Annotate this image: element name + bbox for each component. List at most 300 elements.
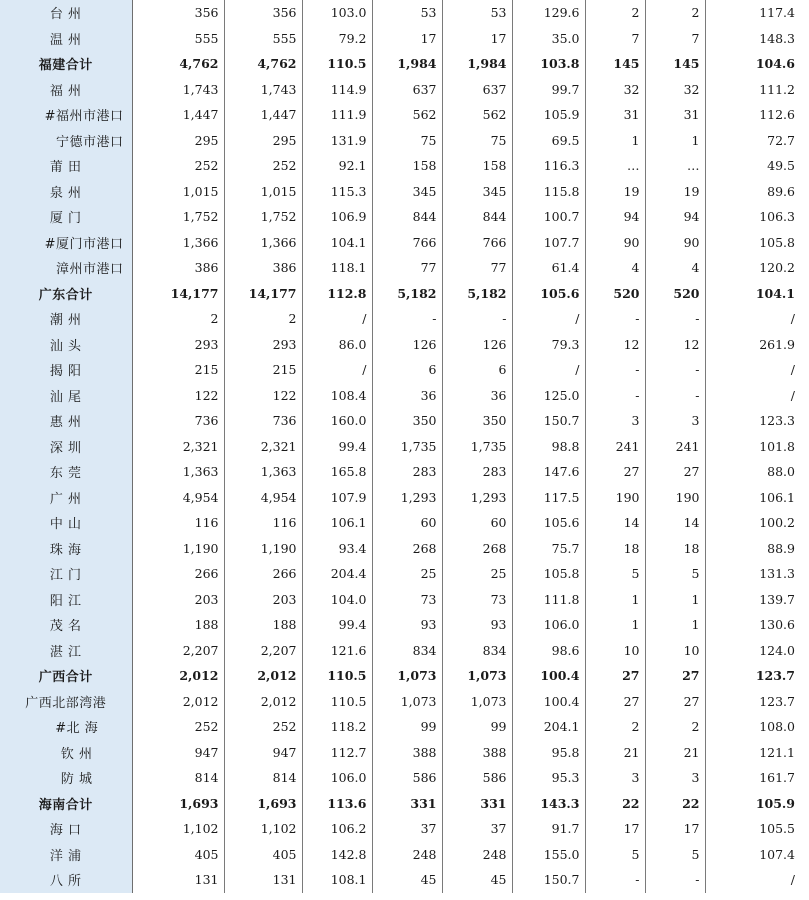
value-cell-col-5: 388 — [442, 740, 512, 766]
region-name-cell: 福建合计 — [0, 51, 132, 77]
value-cell-col-9: 161.7 — [759, 770, 795, 786]
value-cell-col-1: 1,447 — [132, 102, 224, 128]
region-name-cell: 宁德市港口 — [0, 128, 132, 154]
value-cell-col-7: 12 — [585, 332, 645, 358]
table-row — [0, 459, 809, 485]
value-cell-col-8: 31 — [645, 102, 705, 128]
value-cell-col-6: 150.7 — [512, 867, 585, 893]
value-cell-col-6: 204.1 — [512, 714, 585, 740]
value-cell-col-5: 350 — [442, 408, 512, 434]
value-cell-col-3: 106.1 — [302, 510, 372, 536]
value-cell-col-5: 766 — [442, 230, 512, 256]
value-cell-col-9: 108.0 — [759, 719, 795, 735]
table-row — [0, 434, 809, 460]
region-name-cell: 广东合计 — [0, 281, 132, 307]
value-cell-col-5: 60 — [442, 510, 512, 536]
value-cell-col-5: 17 — [442, 26, 512, 52]
value-cell-col-4: 6 — [372, 357, 442, 383]
table-row — [0, 510, 809, 536]
value-cell-col-4: 834 — [372, 638, 442, 664]
value-cell-col-9: 101.8 — [759, 438, 795, 454]
value-cell-col-4: 75 — [372, 128, 442, 154]
value-cell-col-7: 18 — [585, 536, 645, 562]
value-cell-col-5: 99 — [442, 714, 512, 740]
table-row — [0, 0, 809, 26]
value-cell-col-2: 14,177 — [224, 281, 302, 307]
table-row — [0, 714, 809, 740]
value-cell-col-9: 107.4 — [759, 846, 795, 862]
value-cell-col-1: 736 — [132, 408, 224, 434]
value-cell-col-2: 1,743 — [224, 77, 302, 103]
value-cell-col-8: 1 — [645, 587, 705, 613]
value-cell-col-4: 99 — [372, 714, 442, 740]
value-cell-col-3: 108.1 — [302, 867, 372, 893]
value-cell-col-2: 1,015 — [224, 179, 302, 205]
table-row — [0, 765, 809, 791]
value-cell-col-3: 106.2 — [302, 816, 372, 842]
value-cell-col-4: 248 — [372, 842, 442, 868]
region-name-cell: 莆 田 — [0, 153, 132, 179]
value-cell-col-9: 88.9 — [767, 540, 795, 556]
value-cell-col-1: 116 — [132, 510, 224, 536]
value-cell-col-3: 204.4 — [302, 561, 372, 587]
value-cell-col-2: 356 — [224, 0, 302, 26]
value-cell-col-4: 283 — [372, 459, 442, 485]
value-cell-col-7: 17 — [585, 816, 645, 842]
value-cell-col-4: 36 — [372, 383, 442, 409]
value-cell-col-7: 241 — [585, 434, 645, 460]
value-cell-col-2: 814 — [224, 765, 302, 791]
value-cell-col-8: 22 — [645, 791, 705, 817]
table-row — [0, 689, 809, 715]
value-cell-col-1: 2,321 — [132, 434, 224, 460]
table-row — [0, 561, 809, 587]
value-cell-col-1: 2 — [132, 306, 224, 332]
value-cell-col-4: 93 — [372, 612, 442, 638]
value-cell-col-3: 113.6 — [302, 791, 372, 817]
table-row — [0, 255, 809, 281]
value-cell-col-6: / — [512, 306, 585, 332]
value-cell-col-5: 158 — [442, 153, 512, 179]
value-cell-col-5: 248 — [442, 842, 512, 868]
value-cell-col-7: 32 — [585, 77, 645, 103]
value-cell-col-3: 160.0 — [302, 408, 372, 434]
value-cell-col-8: 145 — [645, 51, 705, 77]
table-row — [0, 663, 809, 689]
value-cell-col-2: 1,363 — [224, 459, 302, 485]
value-cell-col-9: 105.5 — [759, 821, 795, 837]
value-cell-col-9: 106.3 — [759, 209, 795, 225]
value-cell-col-3: 103.0 — [302, 0, 372, 26]
value-cell-col-1: 1,190 — [132, 536, 224, 562]
region-name-cell: 茂 名 — [0, 612, 132, 638]
value-cell-col-8: 32 — [645, 77, 705, 103]
value-cell-col-4: 388 — [372, 740, 442, 766]
value-cell-col-6: 105.9 — [512, 102, 585, 128]
value-cell-col-8: 1 — [645, 612, 705, 638]
value-cell-col-6: 95.8 — [512, 740, 585, 766]
value-cell-col-5: 1,073 — [442, 663, 512, 689]
value-cell-col-8: … — [645, 153, 705, 179]
value-cell-col-7: 10 — [585, 638, 645, 664]
value-cell-col-5: 53 — [442, 0, 512, 26]
value-cell-col-9: 105.9 — [755, 795, 795, 811]
value-cell-col-5: - — [442, 306, 512, 332]
table-row — [0, 867, 809, 893]
value-cell-col-7: - — [585, 357, 645, 383]
value-cell-col-3: 110.5 — [302, 689, 372, 715]
value-cell-col-2: 4,954 — [224, 485, 302, 511]
table-row — [0, 153, 809, 179]
value-cell-col-5: 37 — [442, 816, 512, 842]
value-cell-col-6: 79.3 — [512, 332, 585, 358]
value-cell-col-8: 190 — [645, 485, 705, 511]
value-cell-col-7: 1 — [585, 587, 645, 613]
table-row — [0, 612, 809, 638]
value-cell-col-5: 45 — [442, 867, 512, 893]
value-cell-col-1: 266 — [132, 561, 224, 587]
region-name-cell: 广西北部湾港 — [0, 689, 132, 715]
value-cell-col-5: 75 — [442, 128, 512, 154]
value-cell-col-6: 61.4 — [512, 255, 585, 281]
value-cell-col-6: 69.5 — [512, 128, 585, 154]
value-cell-col-2: 947 — [224, 740, 302, 766]
value-cell-col-6: 111.8 — [512, 587, 585, 613]
value-cell-col-1: 1,015 — [132, 179, 224, 205]
table-row — [0, 51, 809, 77]
value-cell-col-8: 5 — [645, 842, 705, 868]
value-cell-col-8: 10 — [645, 638, 705, 664]
value-cell-col-8: 94 — [645, 204, 705, 230]
value-cell-col-9: 148.3 — [759, 30, 795, 46]
value-cell-col-7: 22 — [585, 791, 645, 817]
value-cell-col-7: 3 — [585, 765, 645, 791]
table-row — [0, 383, 809, 409]
value-cell-col-2: 188 — [224, 612, 302, 638]
value-cell-col-7: 2 — [585, 714, 645, 740]
value-cell-col-8: 2 — [645, 714, 705, 740]
table-row — [0, 842, 809, 868]
value-cell-col-9: 124.0 — [759, 642, 795, 658]
value-cell-col-7: 90 — [585, 230, 645, 256]
value-cell-col-1: 947 — [132, 740, 224, 766]
value-cell-col-1: 814 — [132, 765, 224, 791]
value-cell-col-3: 142.8 — [302, 842, 372, 868]
value-cell-col-8: 12 — [645, 332, 705, 358]
value-cell-col-7: 5 — [585, 561, 645, 587]
value-cell-col-3: 99.4 — [302, 434, 372, 460]
value-cell-col-1: 386 — [132, 255, 224, 281]
value-cell-col-1: 2,012 — [132, 663, 224, 689]
value-cell-col-7: 520 — [585, 281, 645, 307]
value-cell-col-1: 252 — [132, 714, 224, 740]
value-cell-col-4: 25 — [372, 561, 442, 587]
value-cell-col-2: 555 — [224, 26, 302, 52]
region-name-cell: 潮 州 — [0, 306, 132, 332]
region-name-cell: 钦 州 — [0, 740, 132, 766]
value-cell-col-1: 405 — [132, 842, 224, 868]
value-cell-col-4: 1,293 — [372, 485, 442, 511]
value-cell-col-2: 1,102 — [224, 816, 302, 842]
value-cell-col-6: 150.7 — [512, 408, 585, 434]
value-cell-col-4: 1,984 — [372, 51, 442, 77]
value-cell-col-8: 241 — [645, 434, 705, 460]
value-cell-col-7: 145 — [585, 51, 645, 77]
value-cell-col-6: 75.7 — [512, 536, 585, 562]
value-cell-col-8: 27 — [645, 663, 705, 689]
value-cell-col-1: 1,752 — [132, 204, 224, 230]
table-row — [0, 230, 809, 256]
value-cell-col-7: 2 — [585, 0, 645, 26]
table-row — [0, 638, 809, 664]
value-cell-col-9: / — [790, 311, 795, 327]
value-cell-col-2: 1,190 — [224, 536, 302, 562]
value-cell-col-9: 104.6 — [755, 56, 795, 72]
value-cell-col-9: 49.5 — [767, 158, 795, 174]
value-cell-col-8: - — [645, 383, 705, 409]
value-cell-col-8: 17 — [645, 816, 705, 842]
value-cell-col-4: 17 — [372, 26, 442, 52]
table-row — [0, 816, 809, 842]
value-cell-col-4: 53 — [372, 0, 442, 26]
value-cell-col-6: 106.0 — [512, 612, 585, 638]
value-cell-col-9: 89.6 — [767, 183, 795, 199]
value-cell-col-9: 88.0 — [767, 464, 795, 480]
region-name-cell: 汕 头 — [0, 332, 132, 358]
value-cell-col-4: 350 — [372, 408, 442, 434]
value-cell-col-7: 19 — [585, 179, 645, 205]
value-cell-col-3: 114.9 — [302, 77, 372, 103]
value-cell-col-4: 45 — [372, 867, 442, 893]
value-cell-col-6: 155.0 — [512, 842, 585, 868]
value-cell-col-4: 844 — [372, 204, 442, 230]
region-name-cell: 东 莞 — [0, 459, 132, 485]
value-cell-col-6: 98.8 — [512, 434, 585, 460]
value-cell-col-3: 93.4 — [302, 536, 372, 562]
value-cell-col-1: 203 — [132, 587, 224, 613]
value-cell-col-2: 2 — [224, 306, 302, 332]
value-cell-col-3: 118.2 — [302, 714, 372, 740]
value-cell-col-7: 14 — [585, 510, 645, 536]
value-cell-col-7: 94 — [585, 204, 645, 230]
table-row — [0, 791, 809, 817]
value-cell-col-8: 7 — [645, 26, 705, 52]
table-row — [0, 77, 809, 103]
value-cell-col-9: 72.7 — [767, 132, 795, 148]
region-name-cell: 广 州 — [0, 485, 132, 511]
value-cell-col-4: 77 — [372, 255, 442, 281]
value-cell-col-5: 77 — [442, 255, 512, 281]
value-cell-col-6: 100.7 — [512, 204, 585, 230]
value-cell-col-5: 586 — [442, 765, 512, 791]
value-cell-col-5: 1,984 — [442, 51, 512, 77]
value-cell-col-7: 3 — [585, 408, 645, 434]
value-cell-col-3: 165.8 — [302, 459, 372, 485]
value-cell-col-4: 331 — [372, 791, 442, 817]
value-cell-col-3: 106.0 — [302, 765, 372, 791]
value-cell-col-5: 126 — [442, 332, 512, 358]
value-cell-col-2: 2,321 — [224, 434, 302, 460]
value-cell-col-6: 95.3 — [512, 765, 585, 791]
value-cell-col-4: 73 — [372, 587, 442, 613]
value-cell-col-3: 115.3 — [302, 179, 372, 205]
value-cell-col-2: 252 — [224, 153, 302, 179]
value-cell-col-8: 19 — [645, 179, 705, 205]
value-cell-col-9: / — [790, 872, 795, 888]
value-cell-col-5: 1,735 — [442, 434, 512, 460]
value-cell-col-4: 1,073 — [372, 689, 442, 715]
value-cell-col-8: 520 — [645, 281, 705, 307]
value-cell-col-7: 7 — [585, 26, 645, 52]
value-cell-col-3: 86.0 — [302, 332, 372, 358]
region-name-cell: 汕 尾 — [0, 383, 132, 409]
value-cell-col-3: 121.6 — [302, 638, 372, 664]
value-cell-col-2: 1,366 — [224, 230, 302, 256]
value-cell-col-2: 1,693 — [224, 791, 302, 817]
value-cell-col-3: 111.9 — [302, 102, 372, 128]
value-cell-col-8: 21 — [645, 740, 705, 766]
value-cell-col-6: 35.0 — [512, 26, 585, 52]
value-cell-col-5: 283 — [442, 459, 512, 485]
value-cell-col-5: 834 — [442, 638, 512, 664]
value-cell-col-2: 295 — [224, 128, 302, 154]
value-cell-col-4: 586 — [372, 765, 442, 791]
value-cell-col-4: 637 — [372, 77, 442, 103]
region-name-cell: #北 海 — [0, 714, 132, 740]
table-row — [0, 740, 809, 766]
table-row — [0, 128, 809, 154]
value-cell-col-2: 252 — [224, 714, 302, 740]
value-cell-col-6: 98.6 — [512, 638, 585, 664]
value-cell-col-1: 122 — [132, 383, 224, 409]
value-cell-col-9: 123.7 — [755, 668, 795, 684]
value-cell-col-9: 111.2 — [759, 81, 795, 97]
region-name-cell: 阳 江 — [0, 587, 132, 613]
value-cell-col-4: 562 — [372, 102, 442, 128]
value-cell-col-2: 2,012 — [224, 689, 302, 715]
table-row — [0, 204, 809, 230]
value-cell-col-6: 99.7 — [512, 77, 585, 103]
value-cell-col-8: 4 — [645, 255, 705, 281]
value-cell-col-3: 112.8 — [302, 281, 372, 307]
value-cell-col-4: 158 — [372, 153, 442, 179]
value-cell-col-4: 1,735 — [372, 434, 442, 460]
value-cell-col-6: / — [512, 357, 585, 383]
value-cell-col-5: 25 — [442, 561, 512, 587]
value-cell-col-8: 27 — [645, 689, 705, 715]
value-cell-col-9: 105.8 — [759, 234, 795, 250]
value-cell-col-3: 107.9 — [302, 485, 372, 511]
region-name-cell: 温 州 — [0, 26, 132, 52]
value-cell-col-5: 844 — [442, 204, 512, 230]
value-cell-col-5: 1,293 — [442, 485, 512, 511]
region-name-cell: 深 圳 — [0, 434, 132, 460]
value-cell-col-5: 93 — [442, 612, 512, 638]
value-cell-col-8: 3 — [645, 408, 705, 434]
value-cell-col-1: 215 — [132, 357, 224, 383]
value-cell-col-8: 14 — [645, 510, 705, 536]
value-cell-col-6: 103.8 — [512, 51, 585, 77]
value-cell-col-9: 130.6 — [759, 617, 795, 633]
value-cell-col-5: 331 — [442, 791, 512, 817]
region-name-cell: 珠 海 — [0, 536, 132, 562]
value-cell-col-1: 252 — [132, 153, 224, 179]
value-cell-col-8: 1 — [645, 128, 705, 154]
value-cell-col-1: 1,693 — [132, 791, 224, 817]
value-cell-col-8: 18 — [645, 536, 705, 562]
value-cell-col-6: 117.5 — [512, 485, 585, 511]
value-cell-col-2: 203 — [224, 587, 302, 613]
value-cell-col-6: 100.4 — [512, 663, 585, 689]
value-cell-col-9: 100.2 — [759, 515, 795, 531]
value-cell-col-4: 268 — [372, 536, 442, 562]
value-cell-col-3: 110.5 — [302, 663, 372, 689]
value-cell-col-3: 131.9 — [302, 128, 372, 154]
value-cell-col-2: 215 — [224, 357, 302, 383]
value-cell-col-2: 293 — [224, 332, 302, 358]
value-cell-col-4: 766 — [372, 230, 442, 256]
value-cell-col-1: 188 — [132, 612, 224, 638]
region-name-cell: 漳州市港口 — [0, 255, 132, 281]
value-cell-col-5: 268 — [442, 536, 512, 562]
value-cell-col-6: 143.3 — [512, 791, 585, 817]
value-cell-col-3: 92.1 — [302, 153, 372, 179]
value-cell-col-6: 105.6 — [512, 510, 585, 536]
value-cell-col-9: / — [790, 387, 795, 403]
value-cell-col-3: 110.5 — [302, 51, 372, 77]
table-row — [0, 332, 809, 358]
value-cell-col-7: - — [585, 306, 645, 332]
value-cell-col-8: 5 — [645, 561, 705, 587]
region-name-cell: 福 州 — [0, 77, 132, 103]
value-cell-col-5: 5,182 — [442, 281, 512, 307]
table-row — [0, 306, 809, 332]
value-cell-col-2: 266 — [224, 561, 302, 587]
value-cell-col-8: - — [645, 867, 705, 893]
value-cell-col-1: 1,743 — [132, 77, 224, 103]
value-cell-col-2: 131 — [224, 867, 302, 893]
value-cell-col-1: 2,207 — [132, 638, 224, 664]
value-cell-col-7: 27 — [585, 663, 645, 689]
region-name-cell: 湛 江 — [0, 638, 132, 664]
value-cell-col-2: 1,752 — [224, 204, 302, 230]
region-name-cell: 揭 阳 — [0, 357, 132, 383]
value-cell-col-4: - — [372, 306, 442, 332]
value-cell-col-5: 637 — [442, 77, 512, 103]
table-row — [0, 485, 809, 511]
value-cell-col-7: - — [585, 867, 645, 893]
table-row — [0, 26, 809, 52]
value-cell-col-7: 190 — [585, 485, 645, 511]
table-row — [0, 587, 809, 613]
region-name-cell: 广西合计 — [0, 663, 132, 689]
value-cell-col-8: 27 — [645, 459, 705, 485]
region-name-cell: 泉 州 — [0, 179, 132, 205]
value-cell-col-1: 555 — [132, 26, 224, 52]
value-cell-col-5: 6 — [442, 357, 512, 383]
value-cell-col-5: 562 — [442, 102, 512, 128]
value-cell-col-7: - — [585, 383, 645, 409]
table-row — [0, 408, 809, 434]
value-cell-col-6: 129.6 — [512, 0, 585, 26]
region-name-cell: 中 山 — [0, 510, 132, 536]
region-name-cell: 海 口 — [0, 816, 132, 842]
value-cell-col-2: 386 — [224, 255, 302, 281]
table-row — [0, 357, 809, 383]
value-cell-col-3: 106.9 — [302, 204, 372, 230]
value-cell-col-3: 104.1 — [302, 230, 372, 256]
value-cell-col-2: 405 — [224, 842, 302, 868]
